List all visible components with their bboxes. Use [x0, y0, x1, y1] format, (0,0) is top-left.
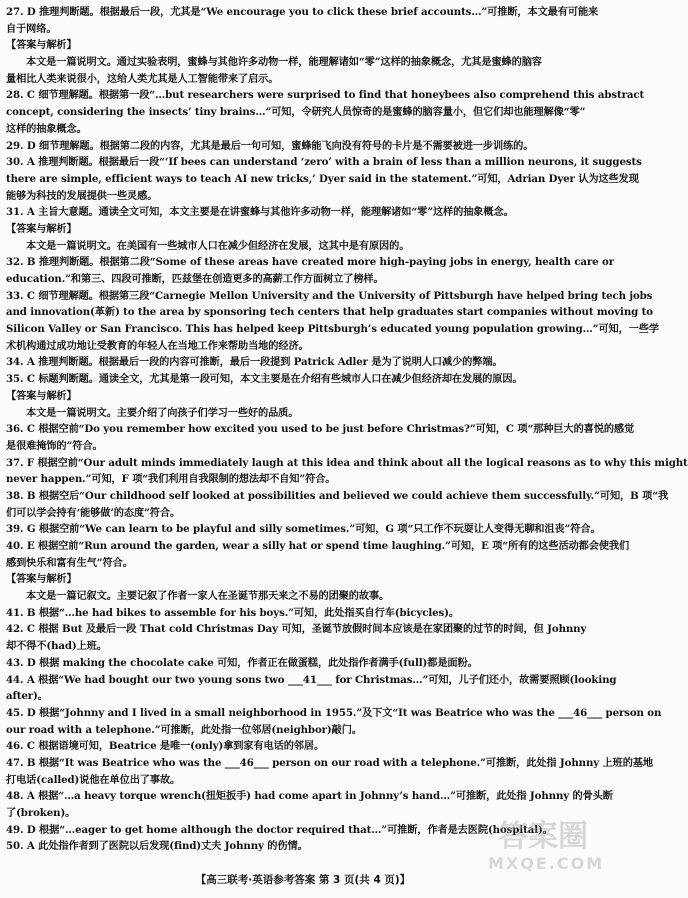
section-heading: 【答案与解析】: [6, 573, 77, 586]
text-line: 28. C 细节理解题。根据第一段“…but researchers were surprised to find that honeybees also comprehend this abstract: [6, 89, 645, 102]
text-line: 39. G 根据空前“We can learn to be playful and silly sometimes.”可知，G 项“只工作不玩耍让人变得无聊和沮丧”符合。: [6, 523, 601, 536]
text-line: and innovation(革新) to the area by sponsoring tech centers that help graduates start companies without moving to: [6, 306, 653, 319]
watermark-domain: MXQE.COM: [488, 854, 605, 873]
text-line: Silicon Valley or San Francisco. This has helped keep Pittsburgh’s educated young population growing…”可知，一些学: [6, 323, 659, 336]
text-line: 38. B 根据空后“Our childhood self looked at possibilities and believed we could achieve them successfully.”可知，B 项“我: [6, 489, 669, 502]
text-line: 50. A 此处指作者到了医院以后发现(find)丈夫 Johnny 的伤情。: [6, 840, 308, 853]
section-heading: 【答案与解析】: [6, 389, 77, 402]
text-line: never happen.”可知，F 项“我们利用自我限制的想法却不自知”符合。: [6, 473, 336, 486]
section-heading: 【答案与解析】: [6, 39, 77, 52]
section-heading: 【答案与解析】: [6, 222, 77, 235]
text-line: 30. A 推理判断题。根据最后一段“‘If bees can understand ‘zero’ with a brain of less than a million neurons, it suggests: [6, 156, 642, 169]
text-line: 们可以学会持有‘能够做’的态度”符合。: [6, 506, 181, 519]
text-line: 46. C 根据语境可知，Beatrice 是唯一(only)拿到家有电话的邻居。: [6, 740, 325, 753]
text-line: 本文是一篇说明文。通过实验表明，蜜蜂与其他许多动物一样，能理解诸如“零”这样的抽象概念，尤其是蜜蜂的脑容: [26, 56, 542, 69]
text-line: 37. F 根据空前“Our adult minds immediately laugh at this idea and think about all the logical reasons as to why this might: [6, 456, 688, 469]
watermark-text: 答案圈: [498, 819, 588, 854]
text-line: education.”和第三、四段可推断，匹兹堡在创造更多的高薪工作方面树立了榜样。: [6, 273, 384, 285]
text-line: 49. D 根据“…eager to get home although the doctor required that…”可推断，作者是去医院(hospital)。: [6, 823, 553, 836]
text-line: 术机构通过成功地让受教育的年轻人在当地工作来帮助当地的经济。: [6, 339, 309, 352]
text-line: 却不得不(had)上班。: [6, 640, 107, 653]
text-line: 本文是一篇说明文。主要介绍了向孩子们学习一些好的品质。: [26, 406, 299, 419]
text-line: 35. C 标题判断题。通读全文，尤其是第一段可知，本文主要是在介绍有些城市人口在减少但经济却在发展的原因。: [6, 373, 523, 386]
text-line: 36. C 根据空前“Do you remember how excited you used to be just before Christmas?”可知，C 项“那种巨大的喜悦的感觉: [6, 423, 635, 436]
text-line: 能够为科技的发展提供一些灵感。: [6, 189, 158, 202]
text-line: 43. D 根据 making the chocolate cake 可知，作者正在做蛋糕，此处指作者满手(full)都是面粉。: [6, 656, 478, 669]
text-line: 量相比人类来说很小，这给人类尤其是人工智能带来了启示。: [6, 72, 279, 85]
text-line: 感到快乐和富有生气”符合。: [6, 556, 133, 569]
text-line: 打电话(called)说他在单位出了事故。: [6, 773, 181, 786]
text-line: 34. A 推理判断题。根据最后一段的内容可推断，最后一段提到 Patrick Adler 是为了说明人口减少的弊端。: [6, 356, 503, 369]
text-line: 32. B 推理判断题。根据第二段“Some of these areas have created more high-paying jobs in energy, health care or: [6, 256, 614, 269]
text-line: 29. D 细节理解题。根据第二段的内容，尤其是最后一句可知，蜜蜂能飞向没有符号的卡片是不需要被进一步训练的。: [6, 139, 534, 152]
text-line: there are simple, efficient ways to teach AI new tricks,’ Dyer said in the statement.”可知，Adrian Dyer 认为这些发现: [6, 172, 639, 185]
text-line: 自于网络。: [6, 22, 57, 35]
text-line: our road with a telephone.”可推断，此处指一位邻居(neighbor)敲门。: [6, 723, 362, 736]
text-line: 本文是一篇说明文。在美国有一些城市人口在减少但经济在发展，这其中是有原因的。: [26, 239, 410, 252]
text-line: concept, considering the insects’ tiny brains…”可知，令研究人员惊奇的是蜜蜂的脑容量小，但它们却也能理解像“零”: [6, 106, 586, 119]
text-line: 40. E 根据空前“Run around the garden, wear a silly hat or spend time laughing.”可知，E 项“所有的这些活动都会使我们: [6, 540, 630, 552]
text-line: 42. C 根据 But 及最后一段 That cold Christmas Day 可知，圣诞节放假时间本应该是在家团聚的过节的时间，但 Johnny: [6, 623, 587, 636]
text-line: after)。: [6, 690, 48, 703]
text-line: 27. D 推理判断题。根据最后一段，尤其是“We encourage you to click these brief accounts…”可推断，本文最有可能来: [6, 6, 599, 18]
text-line: 这样的抽象概念。: [6, 122, 87, 135]
text-line: 41. B 根据“…he had bikes to assemble for his boys.”可知，此处指买自行车(bicycles)。: [6, 606, 459, 619]
text-line: 本文是一篇记叙文。主要记叙了作者一家人在圣诞节那天来之不易的团聚的故事。: [26, 590, 390, 603]
watermark-logo: [488, 819, 605, 890]
text-line: 47. B 根据“It was Beatrice who was the ___46___ person on our road with a telephone.”可推断，此处指 Johnny 上班的基地: [6, 756, 653, 769]
text-line: 48. A 根据“…a heavy torque wrench(扭矩扳手) had come apart in Johnny’s hand…”可推断，此处指 Johnny 的骨头断: [6, 790, 613, 803]
text-line: 是很难掩饰的”符合。: [6, 439, 103, 452]
text-line: 45. D 根据“Johnny and I lived in a small neighborhood in 1955.”及下文“It was Beatrice who was the ___46___ person on: [6, 706, 662, 719]
page-footer: 【高三联考·英语参考答案 第 3 页(共 4 页)】: [195, 874, 411, 886]
text-line: 33. C 细节理解题。根据第三段“Carnegie Mellon University and the University of Pittsburgh have helped bring tech jobs: [6, 289, 653, 302]
text-line: 了(broken)。: [6, 807, 76, 819]
text-line: 44. A 根据“We had bought our two young sons two ___41___ for Christmas…”可知，儿子们还小，故需要照顾(looking: [6, 673, 617, 686]
text-line: 31. A 主旨大意题。通读全文可知，本文主要是在讲蜜蜂与其他许多动物一样，能理解诸如“零”这样的抽象概念。: [6, 206, 514, 219]
